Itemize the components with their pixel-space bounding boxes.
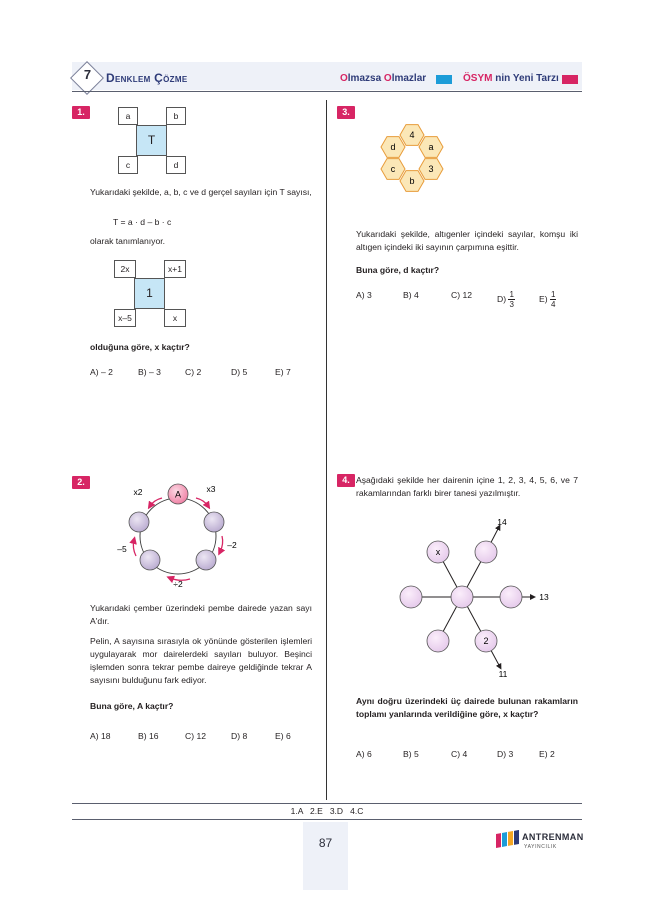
q1-formula: T = a · d – b · c [113, 217, 172, 227]
q1-choice-b[interactable]: B) – 3 [138, 367, 161, 377]
q2-choices [90, 731, 320, 745]
q4-choice-c[interactable]: C) 4 [451, 749, 468, 759]
series-title-right: ÖSYM nin Yeni Tarzı [463, 73, 559, 84]
publisher-name: ANTRENMAN [522, 832, 584, 842]
node-left [400, 586, 422, 608]
column-divider [326, 100, 327, 800]
grid2-center: 1 [134, 278, 165, 309]
grid1-cell-a: a [118, 107, 138, 125]
op-label-2: x3 [206, 484, 216, 494]
publisher-subtitle: YAYINCILIK [524, 844, 557, 850]
op-label-4: ÷2 [173, 579, 183, 589]
q3-choices [356, 286, 578, 310]
top-sum-label: 14 [497, 517, 507, 527]
q1-choice-c[interactable]: C) 2 [185, 367, 202, 377]
node-two-label: 2 [483, 636, 489, 646]
grid2-cell-c: x–5 [114, 309, 136, 327]
q2-choice-c[interactable]: C) 12 [185, 731, 207, 741]
q3-text-1: Yukarıdaki şekilde, altıgenler içindeki sayılar, komşu iki altıgen içindeki iki sayının çarpımına eşittir. [356, 229, 578, 252]
page-number: 87 [318, 836, 333, 850]
question-number-2: 2. [72, 476, 90, 489]
chapter-number: 7 [83, 67, 92, 82]
question-number-1: 1. [72, 106, 90, 119]
q2-text-1: Yukarıdaki çember üzerindeki pembe dairede yazan sayı A'dır. [90, 603, 312, 626]
q3-choice-c[interactable]: C) 12 [451, 290, 473, 300]
blue-marker [436, 75, 452, 84]
q2-choice-a[interactable]: A) 18 [90, 731, 111, 741]
q3-choice-e[interactable]: E) $\frac{1}{4}$ [539, 290, 556, 309]
q4-choices [356, 749, 578, 763]
page-number-box [303, 822, 348, 890]
purple-circle-4 [140, 550, 160, 570]
op-label-3: –2 [227, 540, 237, 550]
grid1-cell-d: d [166, 156, 186, 174]
hex-upper-right-label: a [428, 142, 434, 152]
hex-lower-right-label: 3 [428, 164, 434, 174]
q1-question: olduğuna göre, x kaçtır? [90, 342, 190, 352]
q2-question: Buna göre, A kaçtır? [90, 701, 174, 711]
right-sum-label: 13 [539, 592, 549, 602]
chapter-title: Denklem Çözme [106, 71, 188, 85]
q3-choice-d[interactable]: D) $\frac{1}{3}$ [497, 290, 514, 309]
q1-grid-2 [114, 260, 186, 328]
grid2-cell-b: x+1 [164, 260, 186, 278]
q3-question: Buna göre, d kaçtır? [356, 265, 440, 275]
footer-rule [72, 803, 582, 804]
q2-circle-diagram [108, 478, 258, 590]
op-label-1: x2 [133, 487, 143, 497]
hex-bottom-label: b [409, 176, 415, 186]
q2-choice-d[interactable]: D) 8 [231, 731, 248, 741]
grid2-cell-a: 2x [114, 260, 136, 278]
node-x-label: x [435, 547, 441, 557]
q1-text-2: olarak tanımlanıyor. [90, 236, 165, 246]
q4-text-1: Aşağıdaki şekilde her dairenin içine 1, 2, 3, 4, 5, 6, ve 7 rakamlarından farklı birer tanesi yazılmıştır. [356, 475, 578, 498]
op-label-5: –5 [117, 544, 127, 554]
grid2-cell-d: x [164, 309, 186, 327]
q3-choice-a[interactable]: A) 3 [356, 290, 372, 300]
arrow-2 [196, 498, 208, 506]
q1-choice-e[interactable]: E) 7 [275, 367, 291, 377]
grid1-center: T [136, 125, 167, 156]
q2-choice-e[interactable]: E) 6 [275, 731, 291, 741]
q4-choice-b[interactable]: B) 5 [403, 749, 419, 759]
q2-choice-b[interactable]: B) 16 [138, 731, 159, 741]
q1-grid-1 [118, 107, 186, 175]
q1-choice-a[interactable]: A) – 2 [90, 367, 113, 377]
q4-question: Aynı doğru üzerindeki üç dairede bulunan rakamların toplamı yanlarında verildiğine göre, x kaçtır? [356, 696, 578, 719]
question-number-4: 4. [337, 474, 355, 487]
q3-hexagon-diagram [370, 118, 462, 204]
header-rule [72, 91, 582, 92]
node-top-right [475, 541, 497, 563]
q4-choice-d[interactable]: D) 3 [497, 749, 514, 759]
node-center [451, 586, 473, 608]
hex-upper-left-label: d [390, 142, 396, 152]
q3-choice-b[interactable]: B) 4 [403, 290, 419, 300]
q1-text-1: Yukarıdaki şekilde, a, b, c ve d gerçel sayıları için T sayısı, [90, 187, 312, 197]
answer-key: 1.A 2.E 3.D 4.C [290, 806, 364, 816]
question-number-3: 3. [337, 106, 355, 119]
q4-star-diagram [396, 515, 556, 680]
grid1-cell-c: c [118, 156, 138, 174]
q1-choice-d[interactable]: D) 5 [231, 367, 248, 377]
series-title-left: Olmazsa Olmazlar [340, 73, 427, 84]
purple-circle-2 [204, 512, 224, 532]
bottom-sum-label: 11 [498, 669, 508, 679]
hex-lower-left-label: c [390, 164, 396, 174]
purple-circle-3 [196, 550, 216, 570]
q4-choice-e[interactable]: E) 2 [539, 749, 555, 759]
purple-circle-1 [129, 512, 149, 532]
node-bottom-left [427, 630, 449, 652]
hex-top-label: 4 [409, 130, 415, 140]
q4-choice-a[interactable]: A) 6 [356, 749, 372, 759]
arrow-5 [133, 540, 136, 556]
arrow-3 [220, 536, 223, 552]
pink-marker [562, 75, 578, 84]
q1-choices [90, 367, 320, 381]
node-right [500, 586, 522, 608]
q2-text-2: Pelin, A sayısına sırasıyla ok yönünde gösterilen işlemleri uygulayarak mor dairelerdeki sayıları buluyor. Beşinci işlemden sonra tekrar pembe daireye geldiğinde tekrar A sayısını bulduğunu fark ediyor. [90, 636, 312, 685]
grid1-cell-b: b [166, 107, 186, 125]
answer-key-rule [72, 819, 582, 820]
pink-circle-label: A [174, 489, 182, 500]
publisher-logo-icon [496, 830, 520, 852]
